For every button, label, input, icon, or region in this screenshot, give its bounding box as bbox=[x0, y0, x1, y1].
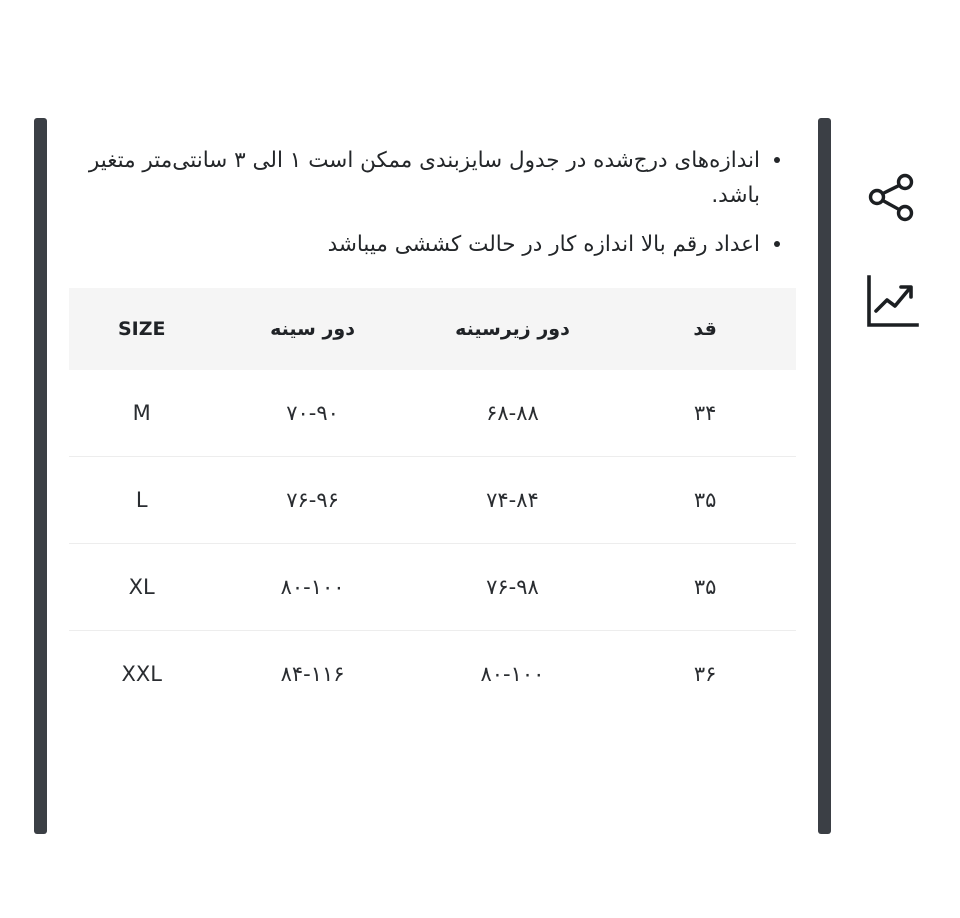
note-text: اندازه‌های درج‌شده در جدول سایزبندی ممکن است ۱ الی ۳ سانتی‌متر متغیر باشد. bbox=[88, 148, 760, 208]
table-row bbox=[69, 457, 796, 544]
cell-size: XXL bbox=[121, 662, 162, 687]
bullet-icon bbox=[774, 157, 780, 163]
cell-size: L bbox=[69, 457, 214, 544]
list-item bbox=[77, 228, 782, 263]
size-table-head bbox=[69, 288, 796, 370]
size-guide-content bbox=[47, 118, 818, 834]
cell-bust: ۸۰-۱۰۰ bbox=[214, 544, 410, 631]
right-edge-bar bbox=[818, 118, 831, 834]
table-header-row bbox=[69, 288, 796, 370]
column-header-size: SIZE bbox=[69, 288, 214, 370]
left-edge-bar bbox=[34, 118, 47, 834]
cell-size: M bbox=[69, 370, 214, 457]
table-row bbox=[69, 631, 796, 718]
column-header-bust: دور سینه bbox=[214, 288, 410, 370]
cell-underbust: ۸۰-۱۰۰ bbox=[480, 662, 545, 687]
cell-bust: ۷۶-۹۶ bbox=[214, 457, 410, 544]
cell-underbust: ۶۸-۸۸ bbox=[411, 370, 615, 457]
size-table-wrapper bbox=[69, 288, 796, 717]
list-item bbox=[77, 144, 782, 214]
cell-height: ۳۶ bbox=[693, 662, 717, 687]
size-table bbox=[69, 288, 796, 717]
cell-size: XL bbox=[69, 544, 214, 631]
cell-bust: ۷۰-۹۰ bbox=[214, 370, 410, 457]
column-header-underbust: دور زیرسینه bbox=[411, 288, 615, 370]
cell-underbust: ۷۴-۸۴ bbox=[411, 457, 615, 544]
chart-button[interactable] bbox=[861, 272, 923, 334]
cell-height: ۳۴ bbox=[614, 370, 796, 457]
table-row bbox=[69, 370, 796, 457]
size-table-body bbox=[69, 370, 796, 717]
share-button[interactable] bbox=[861, 168, 923, 230]
cell-bust: ۸۴-۱۱۶ bbox=[280, 662, 345, 687]
bullet-icon bbox=[774, 241, 780, 247]
floating-action-bar bbox=[852, 168, 932, 334]
notes-list bbox=[47, 118, 818, 262]
share-icon bbox=[864, 170, 920, 229]
column-header-height: قد bbox=[614, 288, 796, 370]
note-text: اعداد رقم بالا اندازه کار در حالت کششی میباشد bbox=[327, 231, 760, 257]
cell-height: ۳۵ bbox=[614, 544, 796, 631]
cell-height: ۳۵ bbox=[614, 457, 796, 544]
chart-icon bbox=[863, 273, 921, 334]
cell-underbust: ۷۶-۹۸ bbox=[411, 544, 615, 631]
table-row bbox=[69, 544, 796, 631]
